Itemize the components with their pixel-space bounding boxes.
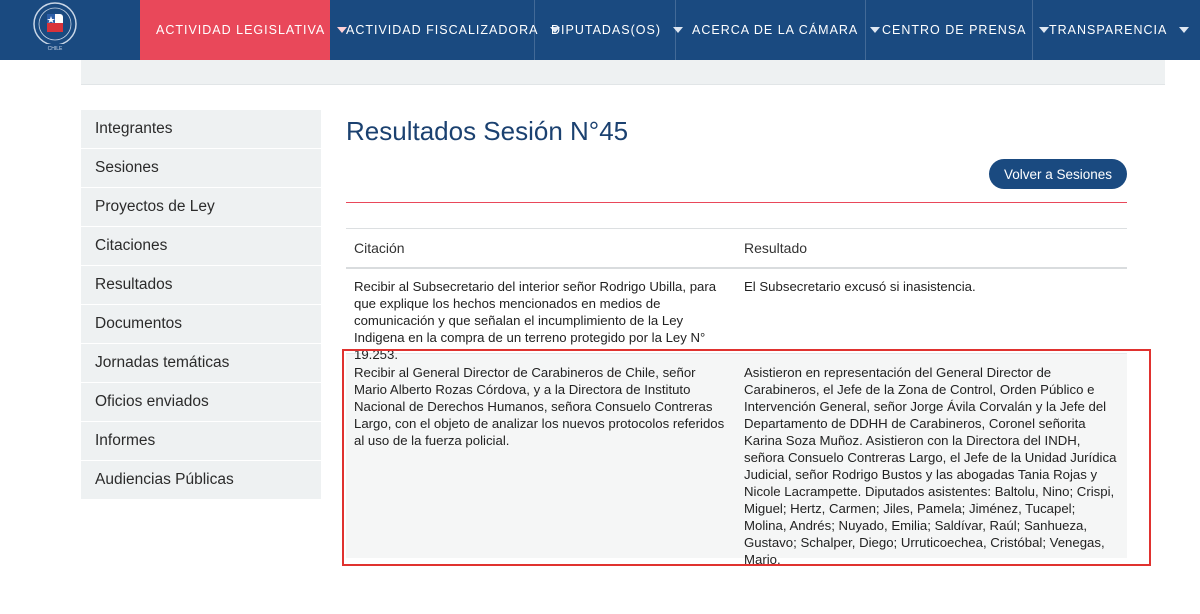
column-header-resultado: Resultado [744, 240, 808, 256]
resultado-cell: Asistieron en representación del General Director de Carabineros, el Jefe de la Zona de Control, Orden Público e Intervención General, señor Jorge Ávila Corvalán y la Jefe del Departamento de DDHH de Carabineros, Coronel señorita Karina Soza Muñoz. Asistieron con la Directora del INDH, señora Consuelo Contreras Largo, el Jefe de la Unidad Jurídica Judicial, señor Rodrigo Bustos y las abogadas Tania Rojas y Nicole Lacrampette. Diputados asistentes: Baltolu, Nino; Crispi, Miguel; Hertz, Carmen; Jiles, Pamela; Jiménez, Tucapel; Molina, Andrés; Nuyado, Emilia; Saldívar, Raúl; Sanhueza, Gustavo; Schalper, Diego; Urruticoechea, Cristóbal; Venegas, Mario. [744, 365, 1117, 567]
top-navigation-bar [0, 0, 1200, 60]
svg-text:CHILE: CHILE [47, 46, 63, 52]
sidebar-item-jornadas-tematicas[interactable]: Jornadas temáticas [81, 344, 321, 383]
back-to-sessions-button[interactable]: Volver a Sesiones [989, 159, 1127, 189]
citacion-cell: Recibir al Subsecretario del interior señor Rodrigo Ubilla, para que explique los hechos mencionados en medios de comunicación y que señalan el incumplimiento de la Ley Indigena en la compra de un terreno protegido por la Ley N° 19.253. [354, 279, 717, 362]
sidebar-item-oficios-enviados[interactable]: Oficios enviados [81, 383, 321, 422]
sidebar-item-citaciones[interactable]: Citaciones [81, 227, 321, 266]
nav-actividad-fiscalizadora[interactable]: ACTIVIDAD FISCALIZADORA [330, 0, 535, 60]
sidebar-item-proyectos-de-ley[interactable]: Proyectos de Ley [81, 188, 321, 227]
results-table [346, 228, 1127, 567]
breadcrumb [81, 60, 1165, 85]
sidebar-item-informes[interactable]: Informes [81, 422, 321, 461]
column-header-citacion: Citación [354, 240, 405, 256]
sidebar-item-audiencias-publicas[interactable]: Audiencias Públicas [81, 461, 321, 500]
sidebar-item-resultados[interactable]: Resultados [81, 266, 321, 305]
table-row [346, 269, 1127, 362]
nav-actividad-legislativa[interactable]: ACTIVIDAD LEGISLATIVA [140, 0, 330, 60]
table-row [346, 353, 1127, 567]
nav-diputados[interactable]: DIPUTADAS(OS) [535, 0, 676, 60]
sidebar-item-documentos[interactable]: Documentos [81, 305, 321, 344]
main-nav [140, 0, 1193, 60]
nav-transparencia[interactable]: TRANSPARENCIA [1033, 0, 1193, 60]
nav-acerca-de-la-camara[interactable]: ACERCA DE LA CÁMARA [676, 0, 866, 60]
resultado-cell: El Subsecretario excusó si inasistencia. [744, 279, 976, 294]
sidebar [81, 110, 321, 500]
table-header [346, 229, 1127, 269]
nav-centro-de-prensa[interactable]: CENTRO DE PRENSA [866, 0, 1033, 60]
sidebar-item-integrantes[interactable]: Integrantes [81, 110, 321, 149]
title-divider [346, 202, 1127, 203]
chamber-crest-icon[interactable] [28, 0, 82, 52]
sidebar-item-sesiones[interactable]: Sesiones [81, 149, 321, 188]
citacion-cell: Recibir al General Director de Carabineros de Chile, señor Mario Alberto Rozas Córdova, y a la Directora de Instituto Nacional de Derechos Humanos, señora Consuelo Contreras Largo, con el objeto de analizar los nuevos protocolos referidos al uso de la fuerza policial. [354, 365, 725, 448]
chevron-down-icon [1179, 27, 1189, 33]
page-title: Resultados Sesión N°45 [346, 116, 629, 146]
